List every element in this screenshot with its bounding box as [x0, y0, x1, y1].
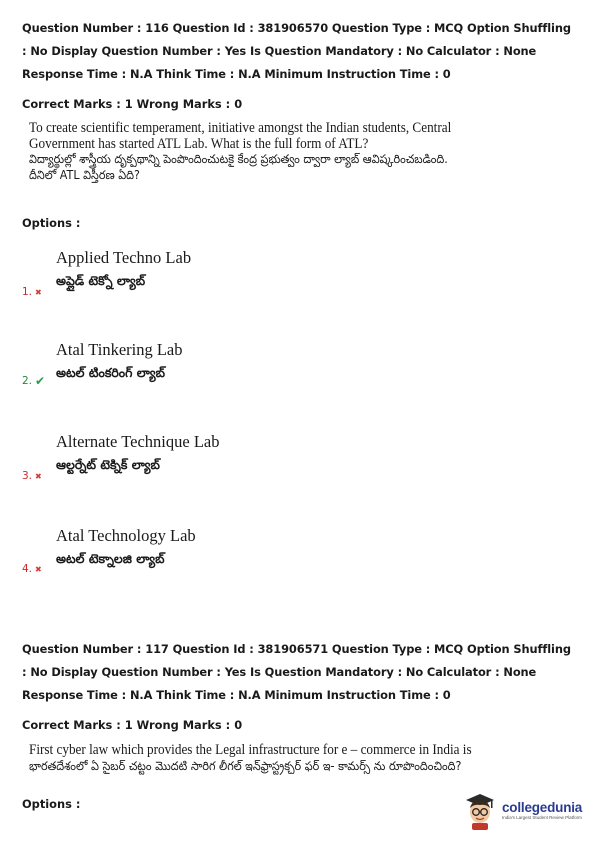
logo-text — [502, 800, 582, 820]
option-4-text-en: Atal Technology Lab — [56, 526, 196, 545]
option-2-marker — [22, 374, 45, 388]
option-1-marker — [22, 286, 42, 298]
question-text-en-line: To create scientific temperament, initiative amongst the Indian students, Central — [29, 120, 452, 136]
question-marks: Correct Marks : 1 Wrong Marks : 0 — [22, 97, 243, 111]
question-text-te-line: దీనిలో ATL విస్తీరణ ఏది? — [29, 167, 140, 182]
option-3-marker — [22, 470, 42, 482]
option-3-number: 3. — [22, 470, 33, 482]
logo-name: collegedunia — [502, 800, 583, 815]
question-text — [29, 743, 522, 774]
question-marks: Correct Marks : 1 Wrong Marks : 0 — [22, 718, 243, 732]
option-4-text-te: అటల్ టెక్నాలజి ల్యాబ్ — [56, 551, 165, 566]
question-text — [29, 121, 522, 183]
collegedunia-logo — [462, 786, 592, 834]
question-meta: Question Number : 117 Question Id : 381906571 Question Type : MCQ Option Shuffling : No Display Question Number : Yes Is Question Mandatory : No Calculator : None Response Time : N.A Think Time : N.A Minimum Instruction Time : 0 — [22, 642, 571, 702]
option-4-number: 4. — [22, 563, 33, 575]
options-label: Options : — [22, 216, 81, 230]
check-icon: ✔ — [35, 374, 46, 388]
cross-icon: ✖ — [35, 287, 42, 297]
option-2-text-te: అటల్ టింకరింగ్ ల్యాబ్ — [56, 365, 165, 380]
logo-tagline: India's Largest Student Review Platform — [502, 815, 582, 820]
options-label: Options : — [22, 797, 81, 811]
option-4-marker — [22, 563, 42, 575]
option-2-number: 2. — [22, 375, 33, 387]
option-3-text-en: Alternate Technique Lab — [56, 432, 220, 451]
mascot-icon — [462, 790, 498, 830]
cross-icon: ✖ — [35, 471, 42, 481]
cross-icon: ✖ — [35, 564, 42, 574]
question-text-te-line: భారతదేశంలో ఏ సైబర్ చట్టం మొదటి సారిగ లీగల్ ఇన్‌ఫ్రాస్ట్రక్చర్ ఫర్ ఇ- కామర్స్ ను రూపొందించింది? — [29, 758, 462, 773]
question-text-te-line: విద్యార్థుల్లో శాస్త్రీయ దృక్పథాన్ని పెంపొందించుటకై కేంద్ర ప్రభుత్వం ద్వారా ల్యాబ్ ఆవిష్కరించబడింది. — [29, 152, 448, 166]
option-1-text-te: అప్లైడ్ టెక్నో ల్యాబ్ — [56, 273, 146, 288]
option-1-text-en: Applied Techno Lab — [56, 248, 192, 267]
option-3-text-te: ఆల్టర్నేట్ టెక్నిక్ ల్యాబ్ — [56, 457, 160, 472]
question-text-en-line: Government has started ATL Lab. What is the full form of ATL? — [29, 135, 369, 152]
question-text-en-line: First cyber law which provides the Legal infrastructure for e – commerce in India is — [29, 742, 472, 758]
option-1-number: 1. — [22, 286, 33, 298]
option-2-text-en: Atal Tinkering Lab — [56, 340, 183, 359]
question-meta: Question Number : 116 Question Id : 381906570 Question Type : MCQ Option Shuffling : No Display Question Number : Yes Is Question Mandatory : No Calculator : None Response Time : N.A Think Time : N.A Minimum Instruction Time : 0 — [22, 21, 571, 81]
